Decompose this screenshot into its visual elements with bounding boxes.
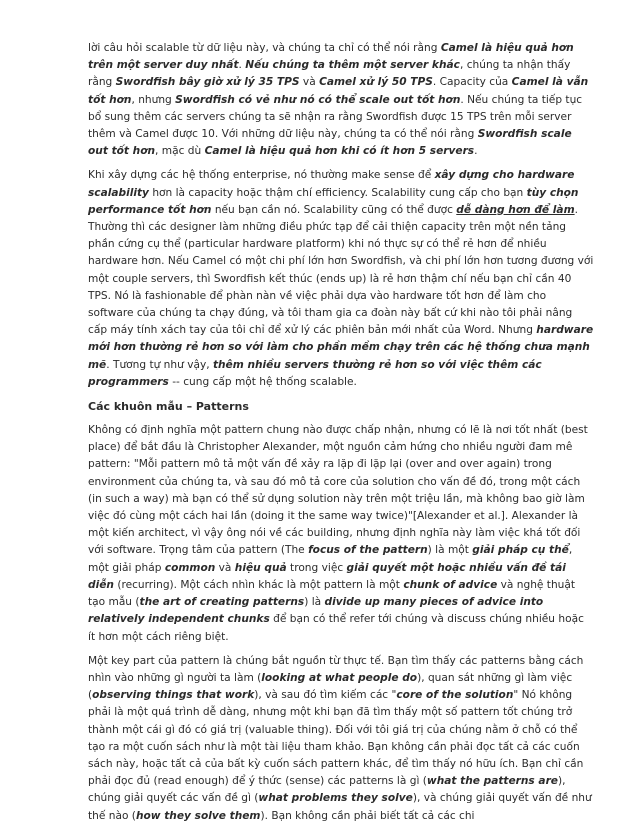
text-run: ), quan sát những gì làm việc ( (88, 671, 573, 702)
text-run: nếu bạn cần nó. Scalability cũng có thể được (211, 203, 457, 216)
text-run: . Tương tự như vậy, (106, 358, 213, 371)
emphasis-text: Swordfish bây giờ xử lý 35 TPS (115, 76, 300, 89)
text-run: ) là (304, 596, 325, 609)
text-run: ), và sau đó tìm kiếm các " (254, 689, 397, 702)
text-run: ). Bạn không cần phải biết tất cả các chi (260, 809, 475, 822)
emphasis-text: Swordfish scale out tốt hơn (88, 128, 572, 158)
text-run: Không có định nghĩa một pattern chung nào được chấp nhận, nhưng có lẽ là nơi tốt nhất (best place) để bắt đầu là Christopher Alexander, một nguồn cảm hứng cho nhiều người đam mê pattern: "Mỗi pattern mô tả một vấn đề xảy ra lặp đi lặp lại (over and over again) trong environment của chúng ta, và sau đó mô tả core của solution cho vấn đề đó, trong một cách (in such a way) mà bạn có thể sử dụng solution này trên một triệu lần, mà không bao giờ làm việc đó cùng một cách hai lần (doing it the same way twice)"[Alexander et al.]. Alexander là một kiến architect, vì vậy ông nói về các building, nhưng định nghĩa này làm việc khá tốt đối với software. Trọng tâm của pattern (The (88, 424, 588, 557)
emphasis-text: hardware mới hơn thường rẻ hơn so với làm cho phần mềm chạy trên các hệ thống chưa mạnh mẽ (88, 324, 594, 371)
paragraph-scalability-data (88, 40, 594, 160)
text-run: , một giải pháp (88, 544, 573, 574)
section-heading-patterns: Các khuôn mẫu – Patterns (88, 400, 249, 414)
emphasis-text: observing things that work (92, 689, 255, 702)
emphasis-text: chunk of advice (403, 578, 498, 591)
emphasis-text: common (164, 561, 216, 574)
emphasis-text: divide up many pieces of advice into relatively independent chunks (88, 596, 544, 626)
text-run: . Nếu chúng ta tiếp tục bổ sung thêm các servers chúng ta sẽ nhận ra rằng Swordfish được 15 TPS trên mỗi server thêm và Camel được 10. Với những dữ liệu này, chúng ta có thể nói rằng (88, 93, 583, 141)
emphasis-text: xây dựng cho hardware scalability (88, 169, 575, 199)
text-run: ) là một (427, 544, 473, 557)
text-run: (recurring). Một cách nhìn khác là một pattern là một (113, 578, 404, 591)
text-run: trong việc (286, 561, 347, 574)
emphasis-text: focus of the pattern (308, 544, 428, 557)
emphasis-text: dễ dàng hơn để làm (456, 203, 575, 216)
text-run: -- cung cấp một hệ thống scalable. (168, 375, 357, 388)
emphasis-text: what the patterns are (426, 775, 558, 788)
emphasis-text: Camel là vẫn tốt hơn (88, 76, 589, 106)
emphasis-text: Nếu chúng ta thêm một server khác (245, 59, 460, 72)
text-run: . (238, 59, 246, 72)
emphasis-text: Camel xử lý 50 TPS (319, 76, 433, 89)
text-run: " Nó không phải là một quá trình dễ dàng, nhưng một khi bạn đã tìm thấy một số pattern tốt chúng trở thành một cái gì đó có giá trị (valuable thing). Đối với tôi giá trị của chúng nằm ở chỗ có thể tạo ra một cuốn sách như là một tài liệu tham khảo. Bạn không cần phải đọc tất cả các cuốn sách này, hoặc tất cả của bất kỳ cuốn sách pattern khác, để tìm thấy nó hữu ích. Bạn chỉ cần phải đọc đủ (read enough) để ý thức (sense) các patterns là gì ( (88, 689, 584, 788)
emphasis-text: hiệu quả (234, 561, 287, 574)
text-run: . Thường thì các designer làm những điều phức tạp để cải thiện capacity trên một nền tảng phần cứng cụ thể (particular hardware platform) khi nó thực sự có thể rẻ hơn để nhiều hardware hơn. Nếu Camel có một chi phí lớn hơn Swordfish, và chi phí lớn hơn tương đương với một couple servers, thì Swordfish kết thúc (ends up) là rẻ hơn thậm chí nếu bạn chỉ cần 40 TPS. Nó là fashionable để phàn nàn về việc phải dựa vào hardware tốt hơn để làm cho software của chúng ta chạy đúng, và tôi tham gia ca đoàn này bất cứ khi nào tôi phải nâng cấp máy tính xách tay của tôi chỉ để xử lý các phiên bản mới nhất của Word. Nhưng (88, 203, 594, 337)
emphasis-text: giải quyết một hoặc nhiều vấn đề tái diễn (88, 561, 566, 591)
text-run: lời câu hỏi scalable từ dữ liệu này, và chúng ta chỉ có thể nói rằng (88, 42, 441, 54)
text-run: , mặc dù (155, 145, 205, 158)
text-run: ), và chúng giải quyết vấn đề như thế nào ( (88, 792, 592, 822)
text-run: ), chúng giải quyết các vấn đề gì ( (88, 775, 566, 805)
emphasis-text: thêm nhiều servers thường rẻ hơn so với việc thêm các programmers (88, 358, 542, 388)
emphasis-text: what problems they solve (258, 792, 413, 805)
text-run: hơn là capacity hoặc thậm chí efficiency. Scalability cung cấp cho bạn (148, 186, 527, 199)
text-run: . (474, 145, 478, 158)
emphasis-text: giải pháp cụ thể (472, 544, 569, 557)
paragraph-pattern-definition (88, 422, 594, 646)
emphasis-text: tùy chọn performance tốt hơn (88, 186, 579, 216)
emphasis-text: Swordfish có vẻ như nó có thể scale out tốt hơn (175, 93, 461, 106)
text-run: Khi xây dựng các hệ thống enterprise, nó thường make sense để (88, 169, 435, 182)
emphasis-text: looking at what people do (261, 671, 418, 684)
text-run: , chúng ta nhận thấy rằng (88, 59, 571, 89)
paragraph-pattern-practice (88, 653, 594, 825)
emphasis-text: Camel là hiệu quả hơn trên một server duy nhất (88, 42, 574, 72)
text-run: và (299, 76, 320, 89)
text-run: để bạn có thể refer tới chúng và discuss chúng nhiều hoặc ít hơn một cách riêng biệt. (88, 613, 584, 643)
emphasis-text: how they solve them (135, 809, 261, 822)
emphasis-text: core of the solution (396, 689, 514, 702)
text-run: và (215, 561, 235, 574)
text-run: và nghệ thuật tạo mẫu ( (88, 578, 576, 609)
text-run: Một key part của pattern là chúng bắt nguồn từ thực tế. Bạn tìm thấy các patterns bằng cách nhìn vào những gì người ta làm ( (88, 654, 584, 684)
text-run: , nhưng (131, 93, 176, 106)
text-run: . Capacity của (432, 76, 512, 89)
emphasis-text: Camel là hiệu quả hơn khi có ít hơn 5 servers (204, 145, 475, 158)
emphasis-text: the art of creating patterns (139, 596, 305, 609)
paragraph-enterprise-scalability (88, 167, 594, 391)
